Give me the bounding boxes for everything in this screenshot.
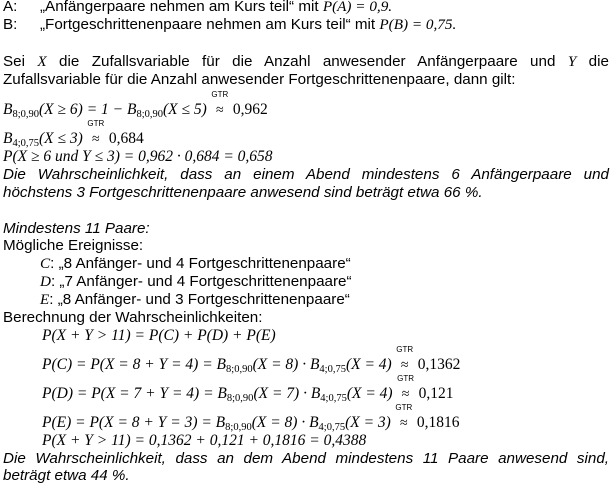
binom-sub: 8;0,90 bbox=[136, 109, 163, 120]
gtr-label: GTR bbox=[395, 403, 413, 412]
var-x: X bbox=[37, 53, 47, 70]
formula-end: (X = 3) bbox=[345, 414, 391, 431]
formula-mid: (X = 7) · B bbox=[253, 385, 321, 402]
event-b-formula: P(B) = 0,75. bbox=[379, 16, 457, 33]
gtr-label: GTR bbox=[396, 345, 414, 354]
gtr-approx bbox=[85, 119, 107, 149]
event-var: C bbox=[40, 255, 51, 272]
formula-joint-probability: P(X ≥ 6 und Y ≤ 3) = 0,962 · 0,684 = 0,658 bbox=[3, 148, 273, 165]
part2-heading: Mindestens 11 Paare: bbox=[3, 220, 150, 237]
formula-pd bbox=[42, 374, 454, 404]
binom-sub: 8;0,90 bbox=[225, 422, 252, 433]
event-a-text: „Anfängerpaare nehmen am Kurs teil“ mit bbox=[40, 0, 319, 15]
approx-icon: ≈ bbox=[91, 132, 100, 147]
formula-pe bbox=[42, 403, 460, 433]
binom-sub: 8;0,90 bbox=[12, 109, 40, 120]
event-text: : „8 Anfänger- und 4 Fortgeschrittenenpaare“ bbox=[50, 255, 351, 272]
binom-sub: 4;0,75 bbox=[12, 138, 40, 149]
event-d bbox=[40, 273, 352, 291]
gtr-label: GTR bbox=[211, 90, 229, 99]
event-a-formula: P(A) = 0,9. bbox=[322, 0, 393, 15]
approx-icon: ≈ bbox=[401, 387, 410, 402]
gtr-label: GTR bbox=[397, 374, 415, 383]
intro-line-2: Zufallsvariable für die Anzahl anwesender Fortgeschrittenenpaare, dann gilt: bbox=[3, 71, 516, 88]
binom-sub: 8;0,90 bbox=[226, 364, 253, 375]
event-e bbox=[40, 291, 350, 309]
event-b-label: B: bbox=[3, 16, 18, 33]
formula-result: 0,121 bbox=[418, 385, 454, 402]
binom-sub: 4;0,75 bbox=[320, 393, 347, 404]
binom-b: B bbox=[3, 130, 13, 147]
binom-sub: 4;0,75 bbox=[318, 422, 346, 433]
event-text: : „8 Anfänger- und 3 Fortgeschrittenenpaare“ bbox=[49, 291, 350, 308]
event-var: E bbox=[40, 291, 50, 308]
formula-result: 0,1362 bbox=[417, 356, 461, 373]
event-a-label: A: bbox=[3, 0, 18, 15]
approx-icon: ≈ bbox=[400, 358, 409, 373]
conclusion-1-line-1: Die Wahrscheinlichkeit, dass an einem Abend mindestens 6 Anfängerpaare und bbox=[3, 166, 609, 183]
binom-sub: 4;0,75 bbox=[319, 364, 346, 375]
approx-icon: ≈ bbox=[400, 416, 408, 431]
formula-lhs: P(C) = P(X = 8 + Y = 4) = B bbox=[42, 356, 227, 373]
formula-b8-x-ge-6 bbox=[3, 90, 268, 120]
total-formula: P(X + Y > 11) = 0,1362 + 0,121 + 0,1816 = 0,4388 bbox=[42, 432, 367, 449]
events-label: Mögliche Ereignisse: bbox=[3, 237, 144, 254]
conclusion-1-line-2: höchstens 3 Fortgeschrittenenpaare anwesend sind beträgt etwa 66 %. bbox=[3, 184, 483, 201]
binom-sub: 8;0,90 bbox=[226, 393, 254, 404]
formula-result: 0,1816 bbox=[416, 414, 460, 431]
event-var: D bbox=[40, 273, 51, 290]
formula-b4-x-le-3 bbox=[3, 119, 144, 149]
gtr-approx bbox=[209, 90, 231, 120]
formula-mid: (X ≥ 6) = 1 − B bbox=[39, 101, 137, 118]
approx-icon: ≈ bbox=[215, 103, 224, 118]
conclusion-2-line-1: Die Wahrscheinlichkeit, dass an dem Abend mindestens 11 Paare anwesend sind, bbox=[3, 450, 609, 467]
formula-end: (X = 4) bbox=[346, 385, 393, 402]
gtr-label: GTR bbox=[87, 119, 105, 128]
intro-line-1 bbox=[3, 53, 609, 71]
formula-end: (X ≤ 3) bbox=[39, 130, 83, 147]
formula-mid: (X = 8) · B bbox=[252, 356, 320, 373]
conclusion-2-line-2: beträgt etwa 44 %. bbox=[3, 467, 130, 484]
intro-text-1: Sei bbox=[3, 53, 25, 70]
calc-label: Berechnung der Wahrscheinlichkeiten: bbox=[3, 309, 263, 326]
binom-b: B bbox=[3, 101, 13, 118]
formula-end: (X ≤ 5) bbox=[163, 101, 207, 118]
event-b-line bbox=[3, 16, 456, 34]
formula-lhs: P(E) = P(X = 8 + Y = 3) = B bbox=[42, 414, 226, 431]
event-text: : „7 Anfänger- und 4 Fortgeschrittenenpaare“ bbox=[50, 273, 352, 290]
var-y: Y bbox=[567, 53, 577, 70]
intro-text-2: die Zufallsvariable für die Anzahl anwesender Anfängerpaare und bbox=[59, 53, 556, 70]
formula-result: 0,962 bbox=[232, 101, 268, 118]
formula-mid: (X = 8) · B bbox=[251, 414, 319, 431]
sum-formula: P(X + Y > 11) = P(C) + P(D) + P(E) bbox=[42, 327, 276, 344]
formula-end: (X = 4) bbox=[345, 356, 392, 373]
gtr-approx bbox=[393, 403, 415, 433]
formula-lhs: P(D) = P(X = 7 + Y = 4) = B bbox=[42, 385, 227, 402]
formula-result: 0,684 bbox=[108, 130, 144, 147]
event-c bbox=[40, 255, 351, 273]
event-b-text: „Fortgeschrittenenpaare nehmen am Kurs teil“ mit bbox=[40, 16, 376, 33]
event-a-line bbox=[3, 0, 392, 16]
intro-text-3: die bbox=[588, 53, 609, 70]
